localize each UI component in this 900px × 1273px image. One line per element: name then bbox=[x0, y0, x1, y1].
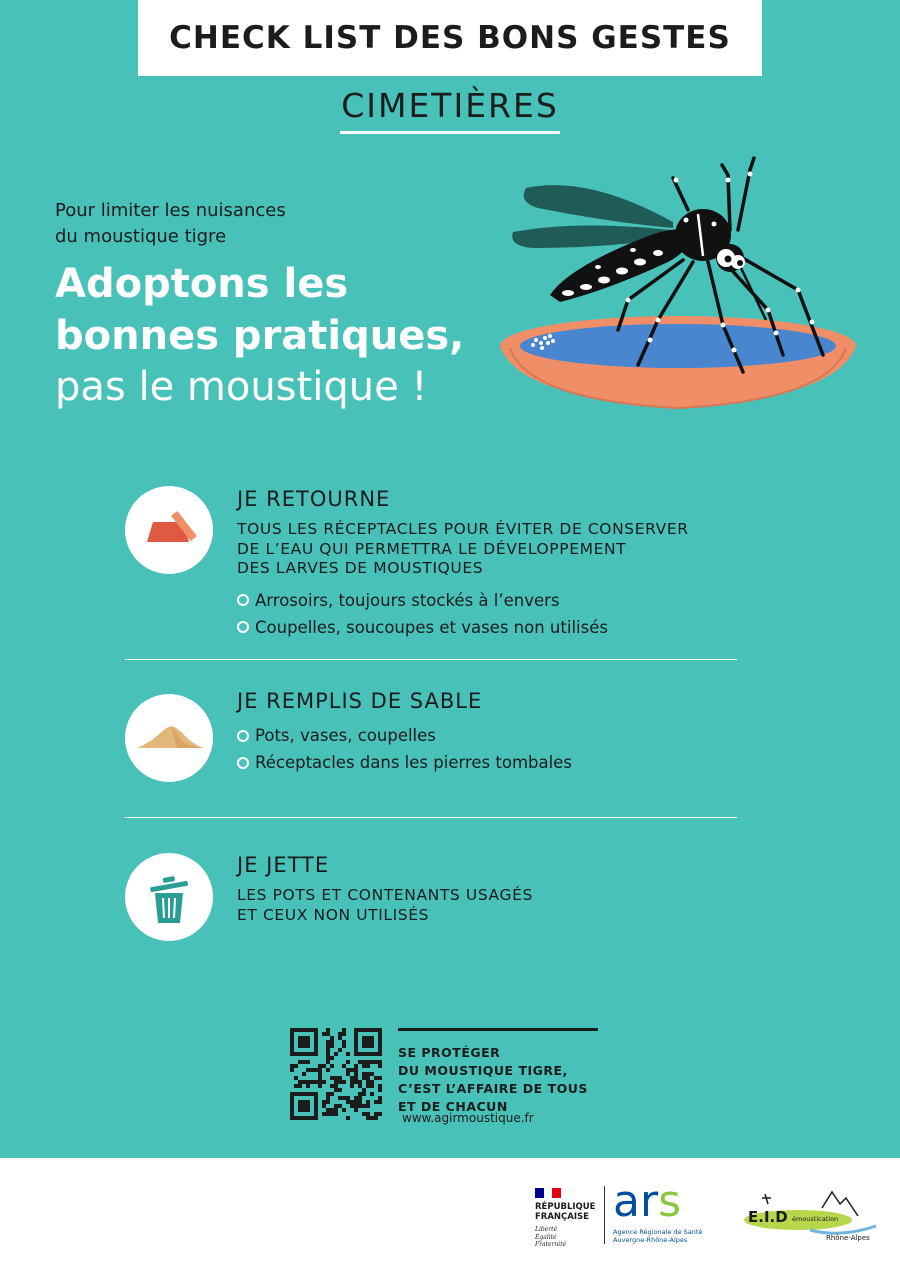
section-subtitle-line: DE L’EAU QUI PERMETTRA LE DÉVELOPPEMENT bbox=[237, 539, 627, 558]
section-subtitle-line: ET CEUX NON UTILISÉS bbox=[237, 905, 430, 924]
poster-title: CHECK LIST DES BONS GESTES bbox=[169, 20, 731, 56]
rf-name-line: RÉPUBLIQUE bbox=[535, 1202, 596, 1212]
section-subtitle bbox=[237, 520, 737, 579]
water-dish-icon bbox=[500, 316, 856, 408]
ars-subtitle-line: Auvergne-Rhône-Alpes bbox=[613, 1236, 688, 1244]
section-title: JE JETTE bbox=[237, 853, 330, 877]
eid-subtitle: émoustication bbox=[792, 1215, 839, 1223]
eid-logo bbox=[740, 1186, 880, 1250]
section-divider bbox=[125, 817, 737, 818]
marianne-flag-icon bbox=[535, 1188, 561, 1198]
bullet-item bbox=[237, 722, 737, 749]
headline-line-2: bonnes pratiques, bbox=[55, 313, 465, 359]
section-subtitle-line: TOUS LES RÉCEPTACLES POUR ÉVITER DE CONSERVER bbox=[237, 520, 689, 538]
qr-message-line: ET DE CHACUN bbox=[398, 1099, 508, 1114]
rf-motto-line: Égalité bbox=[535, 1233, 557, 1241]
bullet-item bbox=[237, 587, 737, 614]
intro-line-1: Pour limiter les nuisances bbox=[55, 200, 286, 221]
title-banner bbox=[138, 0, 762, 76]
intro-text bbox=[55, 198, 375, 250]
bullet-circle-icon bbox=[237, 621, 249, 633]
section-subtitle-line: DES LARVES DE MOUSTIQUES bbox=[237, 559, 484, 577]
section-title: JE REMPLIS DE SABLE bbox=[237, 689, 483, 713]
section-icon-circle bbox=[125, 853, 213, 941]
bullet-circle-icon bbox=[237, 594, 249, 606]
poster-subtitle: CIMETIÈRES bbox=[340, 86, 560, 134]
bullet-text: Pots, vases, coupelles bbox=[255, 726, 436, 745]
bullet-item bbox=[237, 614, 737, 641]
bullet-text: Coupelles, soucoupes et vases non utilisés bbox=[255, 617, 608, 637]
bullet-text: Arrosoirs, toujours stockés à l’envers bbox=[255, 590, 560, 610]
section-body bbox=[237, 688, 737, 776]
ars-logo bbox=[613, 1176, 733, 1250]
qr-message-line: SE PROTÉGER bbox=[398, 1045, 501, 1060]
eid-name: E.I.D bbox=[748, 1208, 788, 1226]
mosquito-illustration bbox=[498, 150, 860, 415]
trash-bin-icon bbox=[125, 853, 213, 941]
ars-wordmark bbox=[613, 1176, 681, 1227]
section-body bbox=[237, 486, 737, 641]
ars-wordmark-s: s bbox=[658, 1176, 681, 1227]
headline-line-1: Adoptons les bbox=[55, 261, 349, 307]
rf-motto-line: Liberté bbox=[535, 1226, 558, 1233]
section-subtitle-line: LES POTS ET CONTENANTS USAGÉS bbox=[237, 886, 533, 904]
ars-subtitle-line: Agence Régionale de Santé bbox=[613, 1228, 703, 1236]
logo-separator bbox=[604, 1186, 605, 1244]
section-icon-circle bbox=[125, 694, 213, 782]
sand-pile-icon bbox=[125, 694, 213, 782]
section-title: JE RETOURNE bbox=[237, 487, 391, 511]
intro-line-2: du moustique tigre bbox=[55, 226, 227, 247]
ars-wordmark-ar: ar bbox=[613, 1176, 659, 1227]
website-link[interactable]: www.agirmoustique.fr bbox=[402, 1111, 534, 1125]
bullet-text: Réceptacles dans les pierres tombales bbox=[255, 753, 572, 772]
qr-message bbox=[398, 1044, 638, 1116]
headline-line-3: pas le moustique ! bbox=[55, 364, 428, 410]
qr-text-rule bbox=[398, 1028, 598, 1031]
rf-name bbox=[535, 1202, 595, 1222]
qr-message-line: C’EST L’AFFAIRE DE TOUS bbox=[398, 1081, 588, 1096]
section-subtitle bbox=[237, 886, 737, 925]
section-icon-circle bbox=[125, 486, 213, 574]
headline bbox=[55, 258, 495, 362]
footer-logos bbox=[0, 1158, 900, 1273]
bullet-circle-icon bbox=[237, 757, 249, 769]
qr-code[interactable] bbox=[290, 1028, 382, 1120]
ars-subtitle bbox=[613, 1228, 702, 1244]
qr-message-line: DU MOUSTIQUE TIGRE, bbox=[398, 1063, 568, 1078]
bullet-circle-icon bbox=[237, 730, 249, 742]
overturned-pot-icon bbox=[125, 486, 213, 574]
rf-name-line: FRANÇAISE bbox=[535, 1212, 589, 1222]
bullet-item bbox=[237, 749, 737, 776]
section-body bbox=[237, 852, 737, 933]
rf-motto bbox=[535, 1226, 566, 1249]
section-divider bbox=[125, 659, 737, 660]
rf-motto-line: Fraternité bbox=[535, 1241, 567, 1248]
eid-region: Rhône-Alpes bbox=[826, 1234, 870, 1242]
